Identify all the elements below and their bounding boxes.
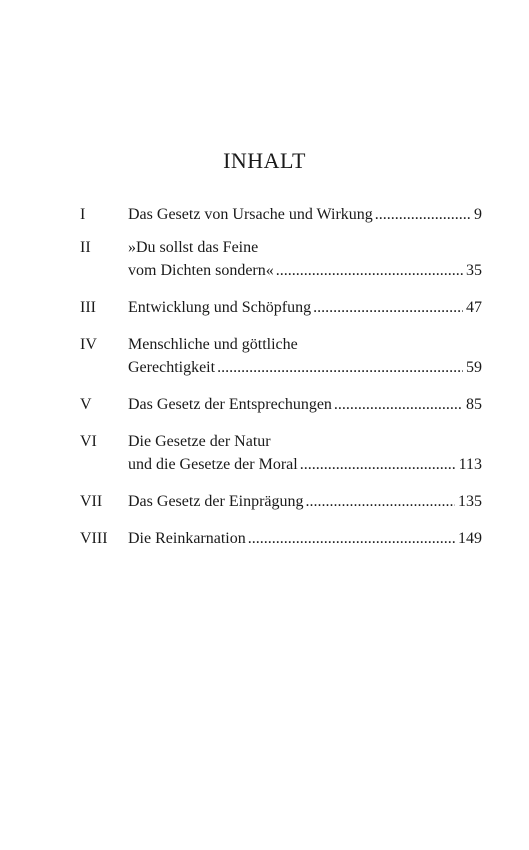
chapter-numeral: VII	[80, 493, 103, 510]
page-number: 9	[474, 206, 482, 223]
chapter-title-line-1: Die Gesetze der Natur	[128, 433, 271, 450]
chapter-title-line-1: Menschliche und göttliche	[128, 336, 298, 353]
chapter-title: Das Gesetz von Ursache und Wirkung	[128, 206, 373, 223]
dot-leader	[332, 393, 463, 416]
dot-leader	[215, 356, 463, 379]
page-number: 113	[458, 456, 482, 473]
toc-entry-6	[80, 430, 482, 476]
page-title: INHALT	[223, 148, 306, 173]
toc-entry-2	[80, 236, 482, 282]
page-number: 59	[466, 359, 482, 376]
chapter-title: Die Reinkarnation	[128, 530, 246, 547]
toc-entry-7	[80, 490, 482, 513]
chapter-numeral: III	[80, 299, 96, 316]
chapter-numeral: V	[80, 396, 92, 413]
toc-entry-1	[80, 203, 482, 226]
toc-entry-3	[80, 296, 482, 319]
page-number: 149	[458, 530, 482, 547]
dot-leader	[304, 490, 456, 513]
toc-entry-4	[80, 333, 482, 379]
dot-leader	[311, 296, 463, 319]
page-number: 135	[458, 493, 482, 510]
dot-leader	[274, 259, 463, 282]
page-number: 85	[466, 396, 482, 413]
chapter-numeral: IV	[80, 336, 97, 353]
dot-leader	[246, 527, 455, 550]
chapter-numeral: VIII	[80, 530, 108, 547]
chapter-title-line-2: und die Gesetze der Moral	[128, 456, 298, 473]
chapter-numeral: VI	[80, 433, 97, 450]
dot-leader	[373, 203, 471, 226]
chapter-title: Das Gesetz der Einprägung	[128, 493, 304, 510]
chapter-title-line-2: Gerechtigkeit	[128, 359, 216, 376]
page-number: 35	[466, 262, 482, 279]
page-number: 47	[466, 299, 482, 316]
chapter-title: Entwicklung und Schöpfung	[128, 299, 312, 316]
table-of-contents	[80, 203, 482, 550]
toc-entry-5	[80, 393, 482, 416]
chapter-title-line-1: »Du sollst das Feine	[128, 239, 259, 256]
chapter-title-line-2: vom Dichten sondern«	[128, 262, 274, 279]
dot-leader	[298, 453, 456, 476]
toc-entry-8	[80, 527, 482, 550]
chapter-numeral: II	[80, 239, 91, 256]
chapter-numeral: I	[80, 206, 86, 223]
chapter-title: Das Gesetz der Entsprechungen	[128, 396, 332, 413]
